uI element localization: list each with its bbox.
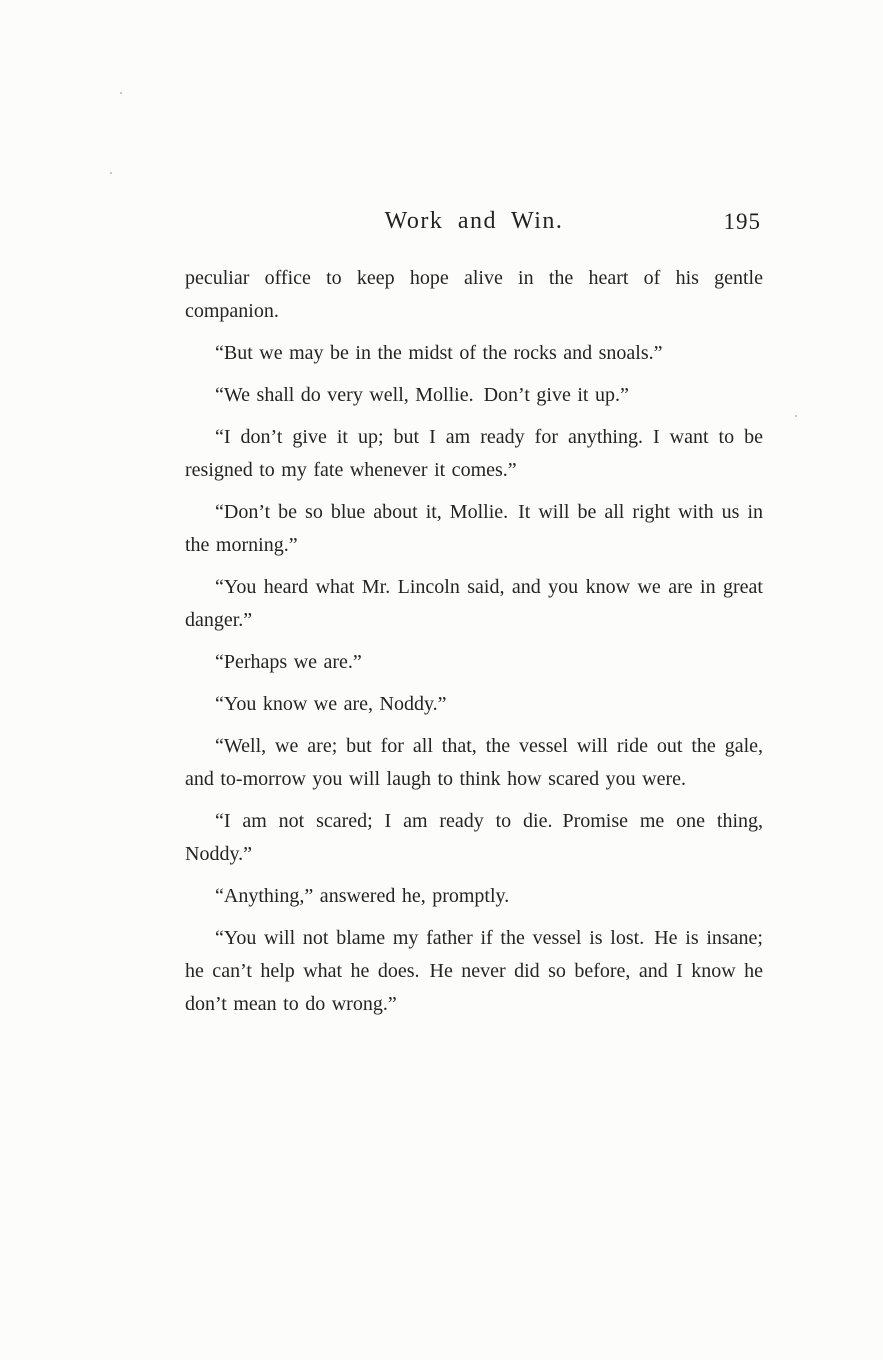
paragraph: “You know we are, Noddy.”	[215, 693, 447, 715]
scan-speck	[795, 415, 797, 417]
paragraph: “Don’t be so blue about it, Mollie. It will be all right with us in the morning.”	[185, 501, 763, 556]
book-title: Work and Win.	[384, 208, 564, 234]
paragraph: peculiar office to keep hope alive in the heart of his gentle companion.	[185, 267, 763, 322]
paragraph: “I am not scared; I am ready to die. Promise me one thing, Noddy.”	[185, 810, 763, 865]
paragraph: “You will not blame my father if the vessel is lost. He is insane; he can’t help what he does. He never did so before, and I know he don’t mean to do wrong.”	[185, 927, 763, 1015]
running-head	[185, 208, 763, 248]
page-number: 195	[723, 209, 761, 234]
page-content	[185, 208, 763, 1030]
paragraph: “You heard what Mr. Lincoln said, and you know we are in great danger.”	[185, 576, 763, 631]
paragraph: “But we may be in the midst of the rocks and snoals.”	[215, 342, 663, 364]
paragraph: “Perhaps we are.”	[215, 651, 362, 673]
scan-speck	[110, 172, 112, 174]
paragraph: “Well, we are; but for all that, the vessel will ride out the gale, and to-morrow you will laugh to think how scared you were.	[185, 735, 763, 790]
scan-speck	[120, 92, 122, 94]
body-text	[185, 262, 763, 1021]
paragraph: “I don’t give it up; but I am ready for anything. I want to be resigned to my fate whenever it comes.”	[185, 426, 763, 481]
paragraph: “We shall do very well, Mollie. Don’t give it up.”	[215, 384, 629, 406]
paragraph: “Anything,” answered he, promptly.	[215, 885, 510, 907]
